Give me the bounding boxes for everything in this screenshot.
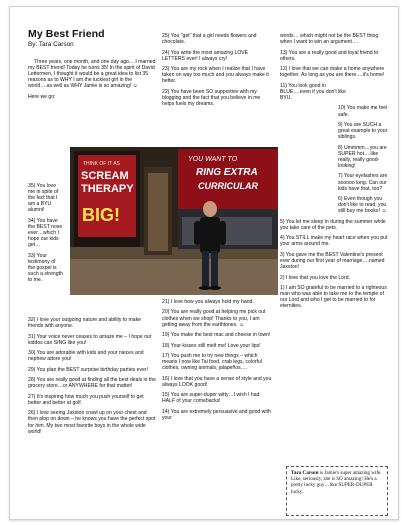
photo-illustration [70,147,278,295]
list-item: 12) I love that we can make a home anywhere together. As long as you are there….it's home! [280,66,385,79]
sign-line: CURRICULAR [198,181,258,191]
list-item: 30) You are adorable with kids and your nieces and nephew adore you! [28,350,144,363]
list-item: 16) I love that you have a sense of style and you always LOOK good! [162,375,272,388]
list-item: 34) You have the BEST nose ever…which I hope our kids get… [28,217,63,249]
couple-photo [70,147,278,295]
article-title: My Best Friend [28,28,105,40]
list-item: 18) Your kisses still melt me! Love your lips! [162,342,261,349]
list-item: 9) You are SUCH a great example to your siblings. [338,121,388,141]
list-item: 4) You STILL make my heart race when you put your arms around me. [280,235,388,248]
list-item: 33) Your testimony of the gospel is such a strength to me. [28,252,63,284]
list-item: 2) I love that you love the Lord. [280,274,350,281]
sign-line: BIG! [82,205,120,225]
list-item: 20) You are really good at helping me pick out clothes when we shop! Thanks to you, I am getting away from the earthtones. ☺ [162,309,266,328]
reasons-list-middle-top [162,33,272,112]
list-item: 32) I love your outgoing nature and ability to make friends with anyone. [28,317,141,330]
sign-line: SCREAM [81,170,129,182]
sign-line: YOU WANT TO [188,156,238,163]
list-item: 26) I love seeing Jaxston crawl up on your chest and then plop on down – he knows you have the perfect spot for him. My two most favorite boys in the whole wide world! [28,410,156,435]
intro-paragraph: Three years, one month, and one day ago….I married my BEST friend! Today he turns 35! In the spirit of David Lettermen, I thought it would be a great idea to list 35 reasons as to WHY I am the luckiest girl in the world….as well as WHY Jamie is so amazing! ☺ [28,59,156,90]
callout-text: is Jamie's super amazing wife. Like, seriously, she is SO amazing! He's a pretty lucky guy…like SUPER-DUPER lucky. [291,470,382,495]
list-item: 17) You push me to try new things – which means I now like Tai food, crab legs, colorful clothes, owning animals, jalapeños…. [162,353,262,372]
list-item: 24) You write the most amazing LOVE LETTERS ever! I always cry! [162,49,249,62]
author-callout [286,466,388,516]
article-byline: By: Tara Carson [28,41,74,48]
sign-line: RING EXTRA [196,167,258,178]
reasons-list-narrow [28,183,63,288]
list-item: words… which might not be the BEST thing when I want to win an argument…. [280,33,379,46]
list-item: 10) You make me feel safe. [338,105,388,118]
list-item: 5) You let me sleep in during the summer while you take care of the pets. [280,218,386,231]
list-item: 6) Even though you don't like to read, you still buy me books! ☺ [338,196,387,215]
sign-line: THINK OF IT AS [83,161,120,167]
list-item: 23) You are my rock when I realize that I have taken on way too much and you always make it better. [162,66,269,85]
reasons-list-middle-bottom [162,299,272,426]
list-item: 22) You have been SO supportive with my blogging and the fact that you believe in me helps fuels my dreams. [162,88,261,108]
list-item: 31) Your voice never ceases to amaze me – I hope our kiddos can SING like you! [28,333,152,346]
list-item: 7) Your eyelashes are sooooo long. Can our kids have that, too? [338,173,388,192]
list-item: 19) You make the best mac and cheese in town! [162,332,271,339]
sign-line: THERAPY [81,183,134,195]
list-item: 1) I am SO grateful to be married to a righteous man who was able to take me to the temple of our Lord and who I get to be married to for eternities. [280,285,387,310]
document-page [9,6,399,520]
list-item: 25) You "get" that a girl needs flowers and chocolate. [162,33,257,46]
intro-lead-in: Here we go: [28,93,56,100]
list-item: 13) You are a really good and loyal friend to others. [280,49,379,62]
list-item: 14) You are extremely persuasive and good with your [162,408,271,422]
list-item: 3) You gave me the BEST Valentine's present ever during our first year of marriage….named Jaxston! [280,251,385,271]
list-item: 8) Ummmm…you are SUPER hot….like really, really good-looking! [338,144,387,169]
list-item: 28) You are really good at finding all the best deals in the grocery store…or ANYWHERE for that matter! [28,377,156,390]
list-item: 27) It's inspiring how much you push yourself to get better and better at golf. [28,393,144,406]
intro-text [28,59,156,104]
reasons-list-right [280,33,390,314]
list-item: 35) You love me in spite of the fact that I am a BYU alumni! [28,183,59,214]
list-item: 29) You plan the BEST surprise birthday parties ever! [28,366,148,373]
callout-author-name: Tara Carson [291,470,319,476]
reasons-list-left [28,317,156,439]
list-item: 15) You are super-duper witty…I wish I had HALF of your comebacks! [162,392,260,405]
list-item: 21) I love how you always hold my hand. [162,299,254,305]
list-item: 11) You look good in BLUE….even if you don't like BYU. [280,82,346,101]
